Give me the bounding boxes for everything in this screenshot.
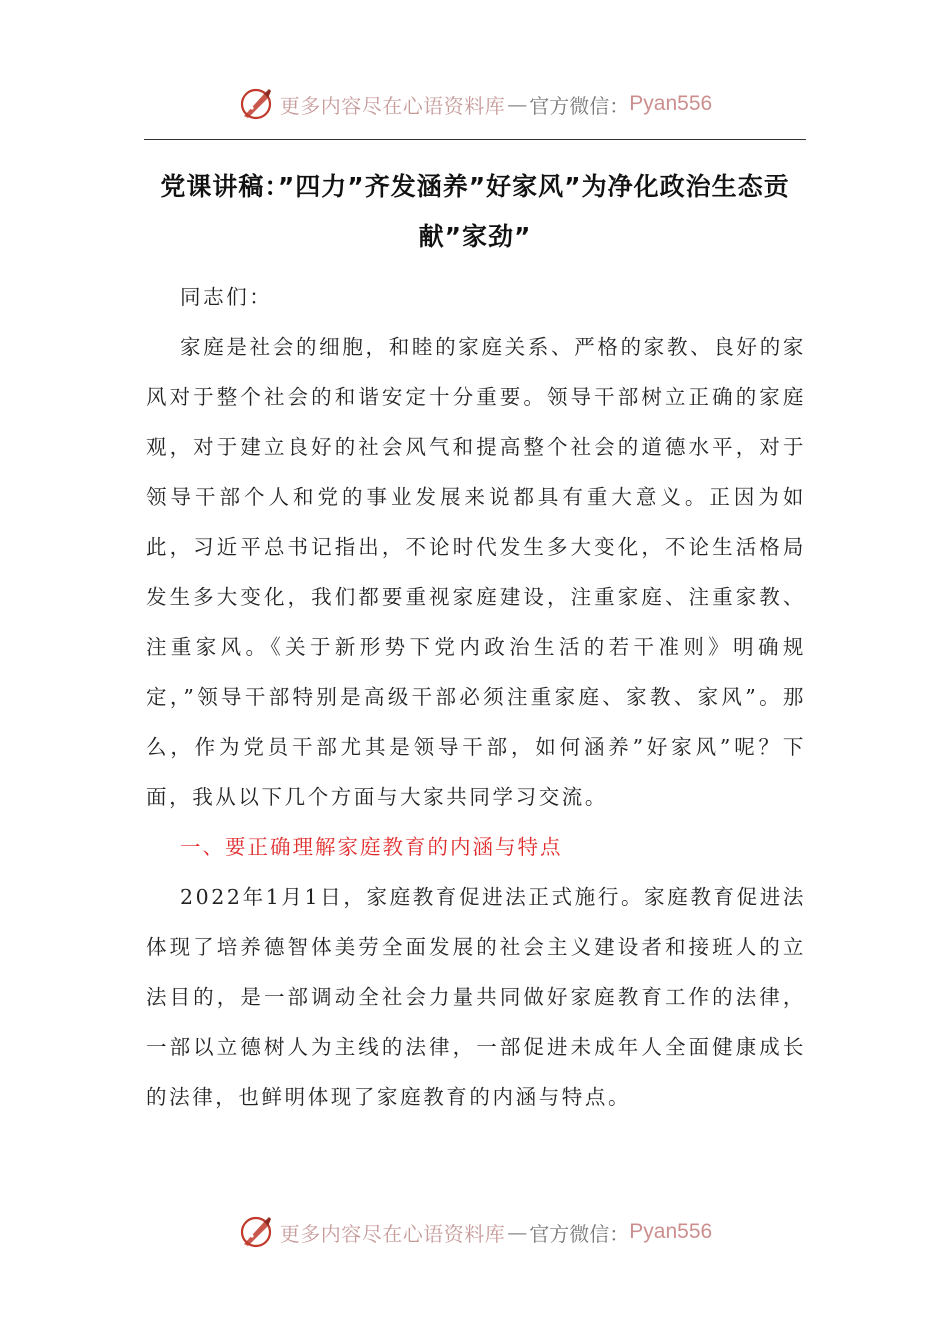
watermark-contact-id: Pyan556 — [629, 92, 713, 115]
watermark-separator: — — [507, 92, 528, 116]
document-title: 党课讲稿：”四力”齐发涵养”好家风”为净化政治生态贡献”家劲” — [160, 172, 790, 251]
document-body — [146, 272, 806, 1122]
watermark-promo-text: 更多内容尽在心语资料库 — [279, 1221, 506, 1246]
header-divider — [144, 139, 806, 140]
greeting: 同志们： — [180, 285, 273, 309]
watermark-contact-label: 官方微信： — [529, 93, 630, 118]
watermark-contact-label: 官方微信： — [529, 1221, 630, 1246]
watermark-promo-text: 更多内容尽在心语资料库 — [279, 93, 506, 118]
watermark-separator: — — [507, 1220, 528, 1244]
footer-watermark — [0, 1210, 950, 1254]
watermark-contact-id: Pyan556 — [629, 1220, 713, 1243]
pen-logo-icon — [238, 86, 274, 122]
header-watermark — [0, 82, 950, 126]
section-heading: 一、要正确理解家庭教育的内涵与特点 — [180, 835, 563, 859]
body-paragraph: 2022年1月1日，家庭教育促进法正式施行。家庭教育促进法体现了培养德智体美劳全面发展的社会主义建设者和接班人的立法目的，是一部调动全社会力量共同做好家庭教育工作的法律，一部以立德树人为主线的法律，一部促进未成年人全面健康成长的法律，也鲜明体现了家庭教育的内涵与特点。 — [146, 885, 806, 1109]
body-paragraph: 家庭是社会的细胞，和睦的家庭关系、严格的家教、良好的家风对于整个社会的和谐安定十分重要。领导干部树立正确的家庭观，对于建立良好的社会风气和提高整个社会的道德水平，对于领导干部个人和党的事业发展来说都具有重大意义。正因为如此，习近平总书记指出，不论时代发生多大变化，不论生活格局发生多大变化，我们都要重视家庭建设，注重家庭、注重家教、注重家风。《关于新形势下党内政治生活的若干准则》明确规定，”领导干部特别是高级干部必须注重家庭、家教、家风”。那么，作为党员干部尤其是领导干部，如何涵养”好家风”呢？下面，我从以下几个方面与大家共同学习交流。 — [146, 335, 806, 809]
pen-logo-icon — [238, 1214, 274, 1250]
